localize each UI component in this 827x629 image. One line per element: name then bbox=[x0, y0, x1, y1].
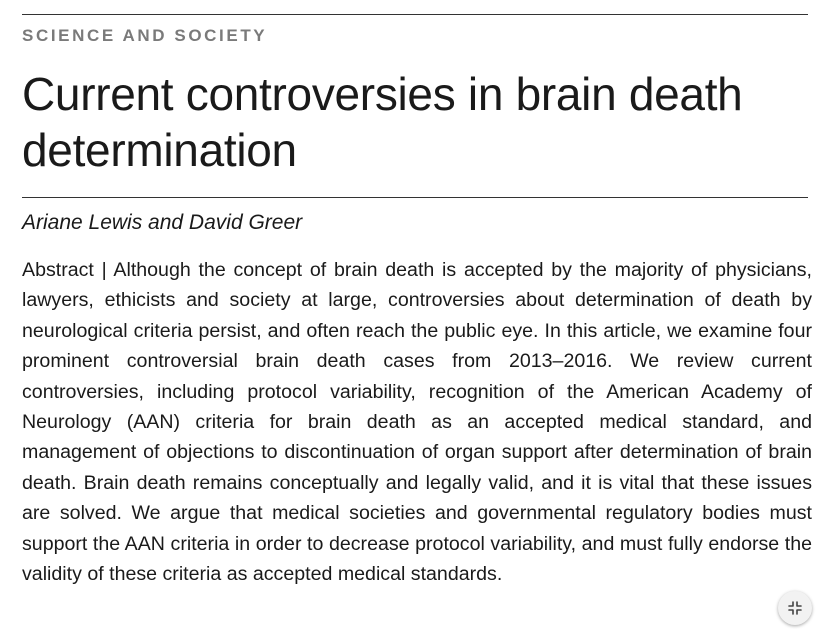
collapse-arrows-icon bbox=[787, 600, 803, 616]
article-title: Current controversies in brain death determination bbox=[22, 68, 743, 176]
abstract-text: Although the concept of brain death is accepted by the majority of physicians, lawyers, ethicists and society at large, controversies about determination of death by neurological criteria persist, and often reach the public eye. In this article, we examine four prominent controversial brain death cases from 2013–2016. We review current controversies, including protocol variability, recognition of the American Academy of Neurology (AAN) criteria for brain death as an accepted medical standard, and management of objections to discontinuation of organ support after determination of brain death. Brain death remains conceptually and legally valid, and it is vital that these issues are solved. We argue that medical societies and governmental regulatory bodies must support the AAN criteria in order to decrease protocol variability, and must fully endorse the validity of these criteria as accepted medical standards. bbox=[22, 259, 813, 586]
section-label: SCIENCE AND SOCIETY bbox=[22, 26, 268, 45]
abstract-paragraph bbox=[22, 255, 812, 589]
top-divider bbox=[22, 14, 808, 15]
title-divider bbox=[22, 197, 808, 198]
article-authors: Ariane Lewis and David Greer bbox=[22, 211, 303, 234]
collapse-button[interactable] bbox=[778, 591, 812, 625]
abstract-label: Abstract | bbox=[22, 259, 114, 281]
